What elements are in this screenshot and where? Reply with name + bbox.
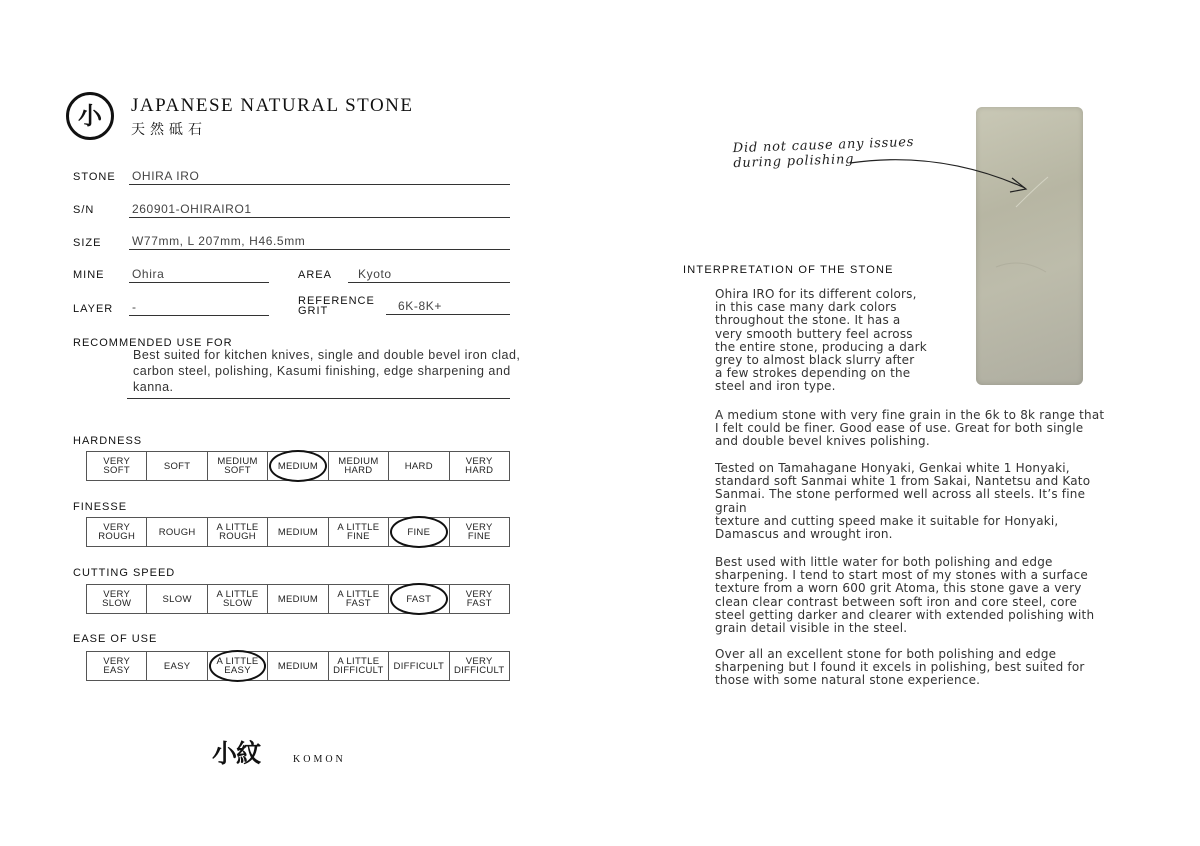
scale-option-label: A LITTLE FAST	[337, 589, 380, 609]
scale-option	[389, 652, 449, 680]
scale-option-label: A LITTLE DIFFICULT	[333, 656, 384, 676]
logo-glyph: 小	[78, 101, 102, 130]
interpretation-paragraph-3: Tested on Tamahagane Honyaki, Genkai white 1 Honyaki, standard soft Sanmai white 1 from Sakai, Nantetsu and Kato Sanmai. The stone performed well across all steels. It’s fine grain texture and cutting speed make it suitable for Honyaki, Damascus and wrought iron.	[715, 461, 1091, 542]
reference-label-line2: GRIT	[298, 305, 329, 317]
reference-label-line1: REFERENCE	[298, 295, 375, 307]
annotation-arrow-icon	[820, 150, 1040, 200]
cutting-speed-title: CUTTING SPEED	[73, 567, 176, 579]
scale-option	[389, 452, 449, 480]
brand-subtitle: 天然砥石	[131, 122, 207, 138]
scale-option	[87, 585, 147, 613]
scale-option-label: FAST	[406, 593, 432, 605]
reference-grit-label	[298, 296, 375, 316]
recommended-underline	[127, 398, 510, 399]
scale-option	[147, 518, 207, 546]
scale-option-label: SLOW	[162, 593, 192, 605]
stone-photo	[976, 107, 1083, 385]
scale-option	[208, 452, 268, 480]
scale-option-label: HARD	[404, 460, 433, 472]
scale-option-label: SOFT	[163, 460, 191, 472]
scale-option-label: VERY SLOW	[102, 589, 132, 609]
scale-option-label: VERY FINE	[465, 522, 493, 542]
scale-option	[87, 652, 147, 680]
size-label: SIZE	[73, 237, 102, 249]
reference-grit-value: 6K-8K+	[386, 300, 510, 315]
scale-option	[147, 585, 207, 613]
interpretation-paragraph-2: A medium stone with very fine grain in the 6k to 8k range that I felt could be finer. Good ease of use. Great for both single and double bevel knives polishing.	[715, 408, 1105, 449]
scale-option-label: A LITTLE ROUGH	[216, 522, 259, 542]
mine-value: Ohira	[129, 268, 269, 283]
stone-label: STONE	[73, 171, 116, 183]
ease-of-use-title: EASE OF USE	[73, 633, 158, 645]
hardness-scale	[86, 451, 510, 481]
scale-option	[450, 585, 509, 613]
scale-option-label: MEDIUM HARD	[338, 456, 379, 476]
scale-option-selected	[208, 652, 268, 680]
scale-option	[268, 585, 328, 613]
brand-logo	[66, 92, 114, 140]
scale-option-label: A LITTLE FINE	[337, 522, 380, 542]
scale-option-selected	[389, 518, 449, 546]
recommended-label: RECOMMENDED USE FOR	[73, 337, 233, 349]
scale-option-label: A LITTLE EASY	[216, 656, 259, 676]
area-value: Kyoto	[348, 268, 510, 283]
scale-option-label: ROUGH	[158, 526, 196, 538]
scale-option	[329, 452, 389, 480]
komon-logo-jp: 小紋	[212, 739, 261, 768]
scale-option	[329, 652, 389, 680]
area-label: AREA	[298, 269, 332, 281]
scale-option	[268, 652, 328, 680]
recommended-text: Best suited for kitchen knives, single and double bevel iron clad, carbon steel, polishing, Kasumi finishing, edge sharpening and kanna.	[133, 348, 521, 394]
layer-value: -	[129, 301, 269, 316]
scale-option	[147, 652, 207, 680]
scale-option-selected	[268, 452, 328, 480]
scale-option-label: VERY SOFT	[103, 456, 131, 476]
scale-option-label: EASY	[163, 660, 191, 672]
scale-option	[208, 518, 268, 546]
interpretation-paragraph-4: Best used with little water for both polishing and edge sharpening. I tend to start most of my stones with a surface texture from a worn 600 grit Atoma, this stone gave a very clean clear contrast between soft iron and core steel, core steel getting darker and clearer with extended polishing with grain detail visible in the steel.	[715, 555, 1095, 636]
scale-option-label: MEDIUM	[277, 660, 319, 672]
scale-option-label: MEDIUM SOFT	[217, 456, 258, 476]
mine-label: MINE	[73, 269, 105, 281]
ease-of-use-scale	[86, 651, 510, 681]
hardness-title: HARDNESS	[73, 435, 143, 447]
photo-annotation: Did not cause any issues during polishing	[732, 134, 915, 172]
sn-value: 260901-OHIRAIRO1	[129, 203, 510, 218]
scale-option	[268, 518, 328, 546]
scale-option-label: DIFFICULT	[393, 660, 445, 672]
scale-option-selected	[389, 585, 449, 613]
scale-option-label: MEDIUM	[277, 460, 319, 472]
finesse-title: FINESSE	[73, 501, 128, 513]
sn-label: S/N	[73, 204, 95, 216]
interpretation-paragraph-1: Ohira IRO for its different colors, in this case many dark colors throughout the stone. It has a very smooth buttery feel across the entire stone, producing a dark grey to almost black slurry after a few strokes depending on the steel and iron type.	[715, 287, 927, 394]
komon-logo-en: KOMON	[293, 754, 346, 765]
scale-option-label: MEDIUM	[277, 593, 319, 605]
size-value: W77mm, L 207mm, H46.5mm	[129, 235, 510, 250]
interpretation-title: INTERPRETATION OF THE STONE	[683, 264, 894, 276]
layer-label: LAYER	[73, 303, 114, 315]
scale-option-label: VERY DIFFICULT	[453, 656, 505, 676]
scale-option-label: VERY FAST	[465, 589, 493, 609]
scale-option-label: VERY HARD	[465, 456, 494, 476]
scale-option	[450, 652, 509, 680]
scale-option-label: FINE	[407, 526, 431, 538]
scale-option	[87, 518, 147, 546]
finesse-scale	[86, 517, 510, 547]
scale-option	[147, 452, 207, 480]
scale-option-label: VERY EASY	[103, 656, 131, 676]
scale-option	[450, 452, 509, 480]
scale-option	[450, 518, 509, 546]
brand-title: JAPANESE NATURAL STONE	[131, 95, 414, 116]
cutting-speed-scale	[86, 584, 510, 614]
stone-value: OHIRA IRO	[129, 170, 510, 185]
scale-option-label: A LITTLE SLOW	[216, 589, 259, 609]
scale-option	[208, 585, 268, 613]
scale-option-label: VERY ROUGH	[98, 522, 136, 542]
stone-texture	[976, 107, 1083, 385]
scale-option	[87, 452, 147, 480]
scale-option	[329, 518, 389, 546]
scale-option-label: MEDIUM	[277, 526, 319, 538]
interpretation-paragraph-5: Over all an excellent stone for both polishing and edge sharpening but I found it excels in polishing, best suited for those with some natural stone experience.	[715, 647, 1085, 688]
scale-option	[329, 585, 389, 613]
